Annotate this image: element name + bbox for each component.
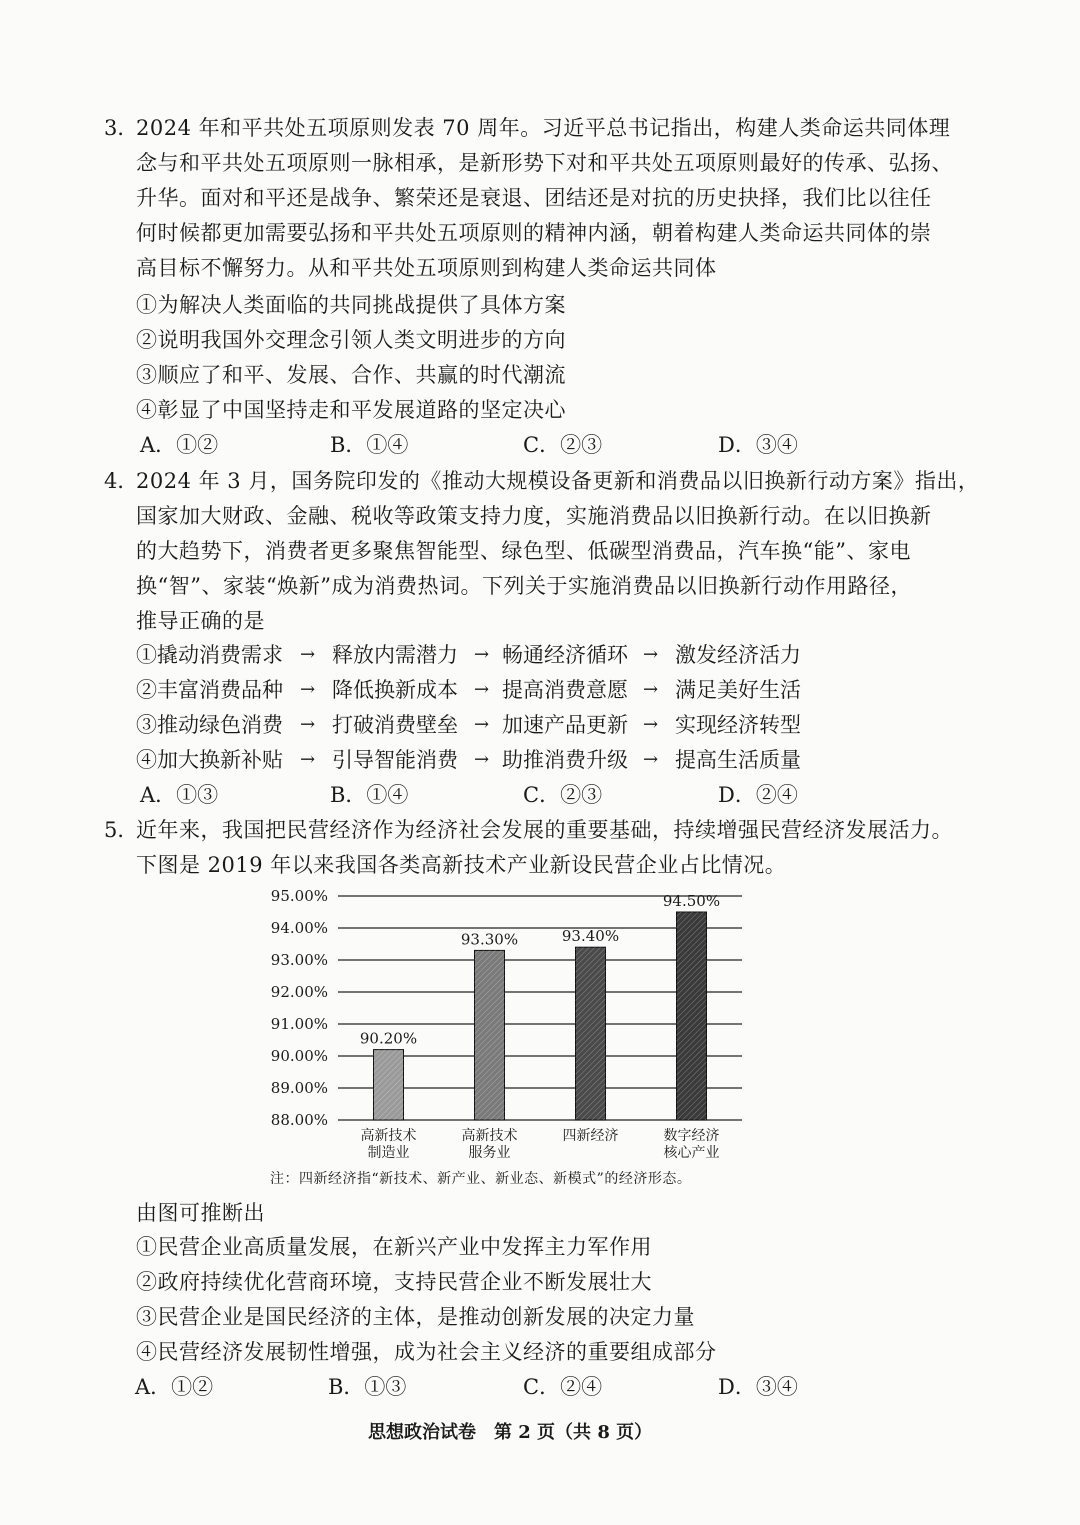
q4-option-b[interactable]: B．①④	[330, 783, 409, 807]
y-tick-label: 89.00%	[270, 1079, 328, 1097]
path-step: 助推消费升级	[502, 748, 628, 772]
x-tick-label: 数字经济	[663, 1128, 720, 1144]
q4-option-d[interactable]: D．②④	[718, 783, 798, 807]
path-step: 加速产品更新	[502, 713, 628, 737]
q3-item: ④彰显了中国坚持走和平发展道路的坚定决心	[136, 398, 566, 422]
chart-note: 注：四新经济指“新技术、新产业、新业态、新模式”的经济形态。	[270, 1171, 692, 1187]
bar-hatching	[576, 947, 606, 1120]
arrow-icon: →	[300, 644, 316, 665]
q5-number: 5．	[104, 818, 139, 842]
path-step: 实现经济转型	[675, 713, 801, 737]
q5-option-b[interactable]: B．①③	[328, 1375, 407, 1399]
q5-lead: 由图可推断出	[136, 1201, 265, 1225]
path-step: 畅通经济循环	[502, 643, 628, 667]
q4-stem-line: 2024 年 3 月，国务院印发的《推动大规模设备更新和消费品以旧换新行动方案》指出，	[136, 469, 980, 493]
q3-option-d[interactable]: D．③④	[718, 433, 798, 457]
path-step: ①撬动消费需求	[136, 643, 283, 667]
x-tick-label: 制造业	[367, 1145, 410, 1160]
x-tick-label: 高新技术	[360, 1128, 417, 1144]
q3-item: ③顺应了和平、发展、合作、共赢的时代潮流	[136, 363, 566, 387]
q5-option-d[interactable]: D．③④	[718, 1375, 798, 1399]
q5-item: ③民营企业是国民经济的主体，是推动创新发展的决定力量	[136, 1305, 695, 1329]
q5-item: ②政府持续优化营商环境，支持民营企业不断发展壮大	[136, 1270, 652, 1294]
q4-path-3	[0, 710, 1080, 740]
path-step: 释放内需潜力	[332, 643, 458, 667]
q3-option-c[interactable]: C．②③	[523, 433, 603, 457]
q3-option-a[interactable]: A．①②	[140, 433, 219, 457]
q4-path-4	[0, 745, 1080, 775]
arrow-icon: →	[643, 644, 659, 665]
q3-stem-line: 2024 年和平共处五项原则发表 70 周年。习近平总书记指出，构建人类命运共同体理	[136, 116, 951, 140]
x-tick-label: 核心产业	[663, 1145, 720, 1160]
y-tick-label: 95.00%	[270, 887, 328, 905]
q4-stem-line: 国家加大财政、金融、税收等政策支持力度，实施消费品以旧换新行动。在以旧换新	[136, 504, 932, 528]
path-step: 激发经济活力	[675, 643, 801, 667]
q3-item: ②说明我国外交理念引领人类文明进步的方向	[136, 328, 566, 352]
arrow-icon: →	[643, 714, 659, 735]
y-tick-label: 92.00%	[270, 983, 328, 1001]
q3-stem-line: 升华。面对和平还是战争、繁荣还是衰退、团结还是对抗的历史抉择，我们比以往任	[136, 186, 932, 210]
value-label: 94.50%	[662, 892, 721, 910]
arrow-icon: →	[300, 749, 316, 770]
arrow-icon: →	[300, 714, 316, 735]
y-tick-label: 88.00%	[270, 1111, 328, 1129]
bar-hatching	[374, 1050, 404, 1120]
bar-hatching	[677, 912, 707, 1120]
q5-stem-line: 近年来，我国把民营经济作为经济社会发展的重要基础，持续增强民营经济发展活力。	[136, 818, 953, 842]
value-label: 93.40%	[561, 927, 620, 946]
bar-chart	[0, 880, 1080, 1160]
q3-stem-line: 高目标不懈努力。从和平共处五项原则到构建人类命运共同体	[136, 256, 717, 280]
arrow-icon: →	[300, 679, 316, 700]
q5-option-a[interactable]: A．①②	[135, 1375, 214, 1399]
path-step: ②丰富消费品种	[136, 678, 283, 702]
arrow-icon: →	[474, 714, 490, 735]
value-label: 90.20%	[359, 1029, 418, 1048]
arrow-icon: →	[474, 644, 490, 665]
x-tick-label: 高新技术	[461, 1128, 518, 1144]
path-step: ④加大换新补贴	[136, 748, 283, 772]
q3-item: ①为解决人类面临的共同挑战提供了具体方案	[136, 293, 566, 317]
y-tick-label: 93.00%	[270, 951, 328, 969]
arrow-icon: →	[643, 679, 659, 700]
page-footer: 思想政治试卷 第 2 页（共 8 页）	[368, 1422, 653, 1443]
q5-item: ①民营企业高质量发展，在新兴产业中发挥主力军作用	[136, 1235, 652, 1259]
chart-y-axis	[271, 887, 328, 1129]
q5-item: ④民营经济发展韧性增强，成为社会主义经济的重要组成部分	[136, 1340, 717, 1364]
q4-option-a[interactable]: A．①③	[140, 783, 219, 807]
path-step: 打破消费壁垒	[332, 713, 458, 737]
chart-x-axis	[361, 1127, 720, 1160]
y-tick-label: 90.00%	[270, 1047, 328, 1065]
q4-options	[0, 780, 1080, 810]
y-tick-label: 94.00%	[270, 919, 328, 937]
q3-option-b[interactable]: B．①④	[330, 433, 409, 457]
path-step: 引导智能消费	[332, 748, 458, 772]
arrow-icon: →	[643, 749, 659, 770]
chart-bars	[374, 912, 707, 1120]
x-tick-label: 服务业	[468, 1145, 511, 1160]
q3-number: 3．	[104, 116, 139, 140]
q4-number: 4．	[104, 469, 139, 493]
y-tick-label: 91.00%	[270, 1015, 328, 1033]
q5-stem-line: 下图是 2019 年以来我国各类高新技术产业新设民营企业占比情况。	[136, 853, 787, 877]
q5-option-c[interactable]: C．②④	[523, 1375, 603, 1399]
path-step: 满足美好生活	[675, 678, 801, 702]
q3-stem-line: 念与和平共处五项原则一脉相承，是新形势下对和平共处五项原则最好的传承、弘扬、	[136, 151, 953, 175]
arrow-icon: →	[474, 749, 490, 770]
bar-hatching	[475, 950, 505, 1120]
q4-stem-line: 换“智”、家装“焕新”成为消费热词。下列关于实施消费品以旧换新行动作用路径，	[136, 574, 912, 598]
value-label: 93.30%	[460, 930, 519, 949]
q4-path-2	[0, 675, 1080, 705]
q4-stem-line: 推导正确的是	[136, 609, 265, 633]
x-tick-label: 四新经济	[562, 1128, 619, 1144]
q4-path-1	[0, 640, 1080, 670]
q5-options	[0, 1372, 1080, 1402]
arrow-icon: →	[474, 679, 490, 700]
path-step: 降低换新成本	[332, 678, 458, 702]
q3-stem-line: 何时候都更加需要弘扬和平共处五项原则的精神内涵，朝着构建人类命运共同体的崇	[136, 221, 932, 245]
path-step: 提高消费意愿	[502, 678, 628, 702]
path-step: 提高生活质量	[675, 748, 801, 772]
q3-options	[0, 430, 1080, 460]
q4-stem-line: 的大趋势下，消费者更多聚焦智能型、绿色型、低碳型消费品，汽车换“能”、家电	[136, 539, 911, 563]
q4-option-c[interactable]: C．②③	[523, 783, 603, 807]
path-step: ③推动绿色消费	[136, 713, 283, 737]
